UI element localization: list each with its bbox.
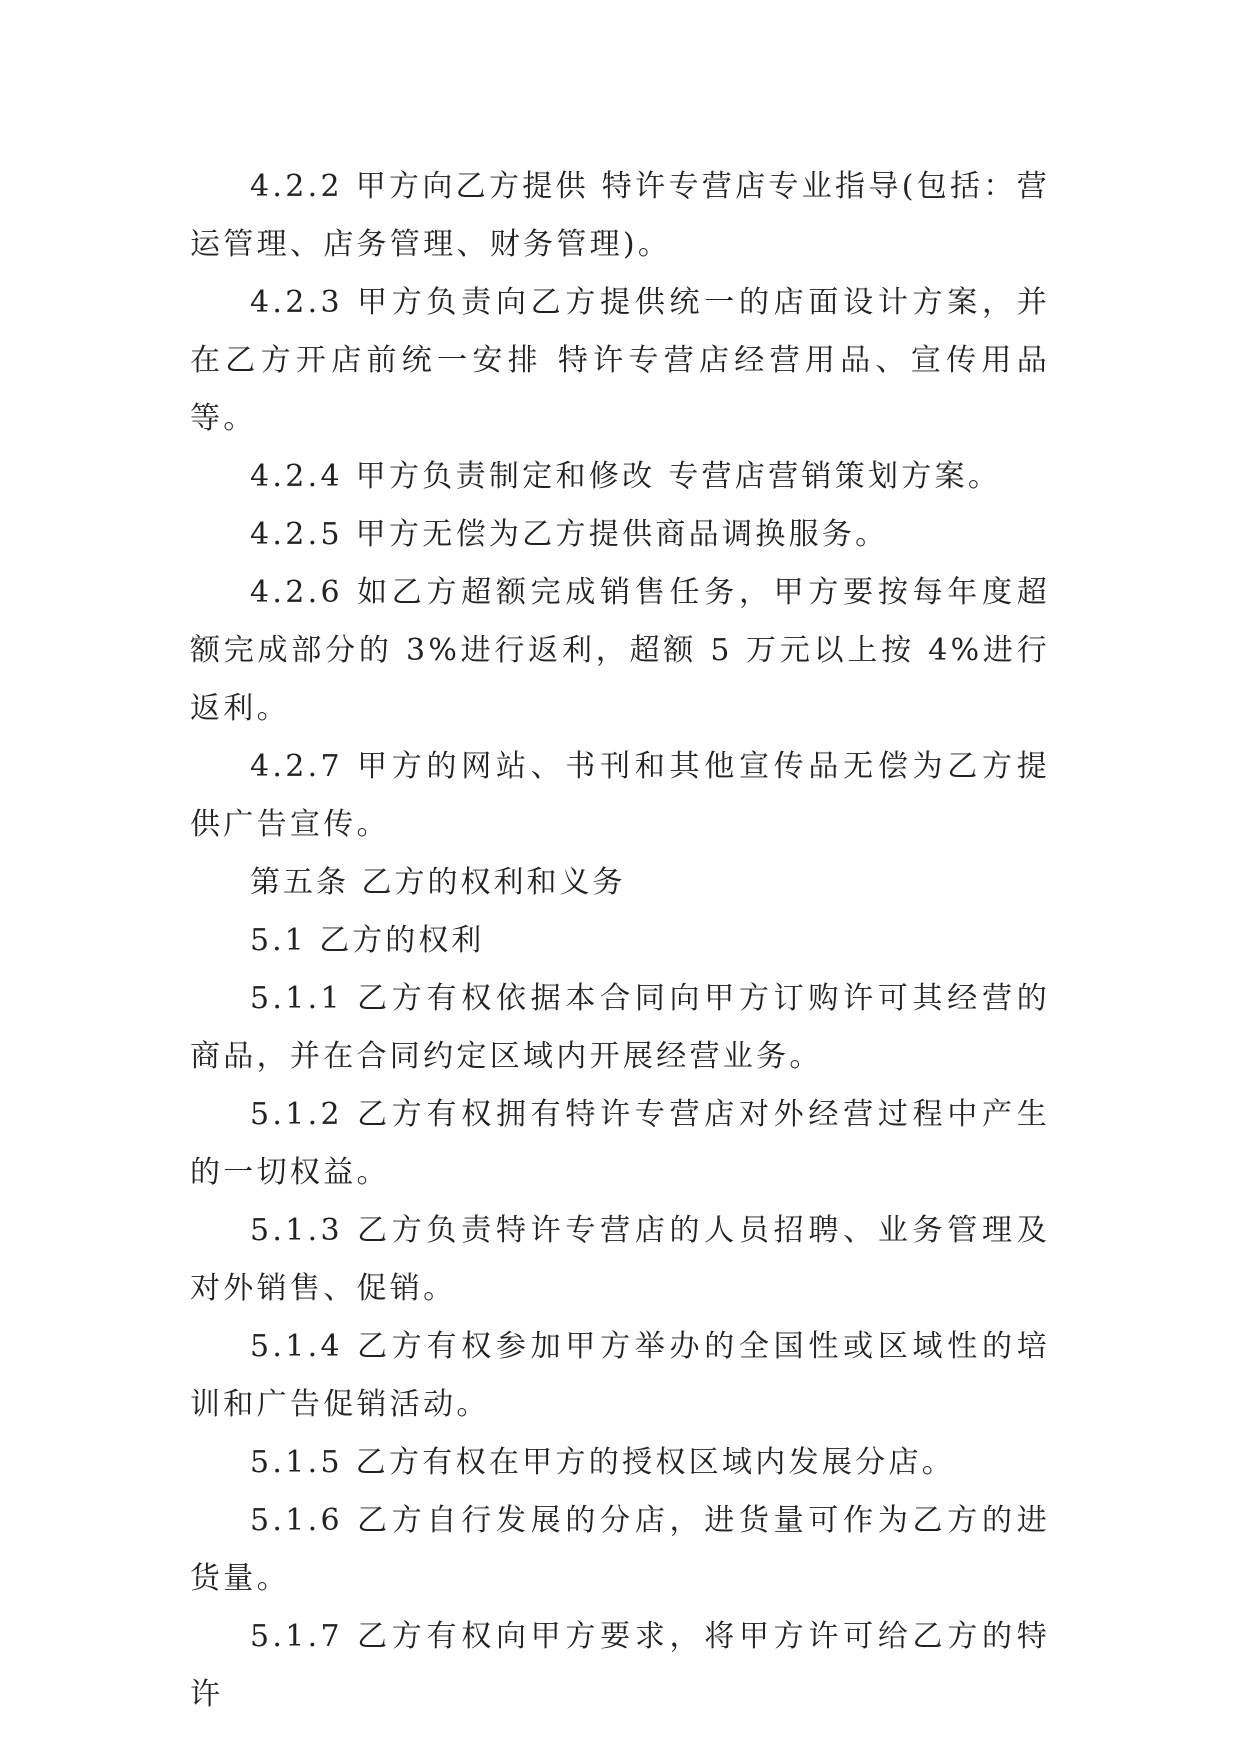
paragraph-5-1-2: 5.1.2 乙方有权拥有特许专营店对外经营过程中产生的一切权益。 — [190, 1097, 1050, 1190]
paragraph-5-1-3: 5.1.3 乙方负责特许专营店的人员招聘、业务管理及对外销售、促销。 — [190, 1213, 1050, 1306]
document-body — [190, 158, 1050, 1724]
paragraph-4-2-2: 4.2.2 甲方向乙方提供 特许专营店专业指导(包括：营运管理、店务管理、财务管理)。 — [190, 169, 1050, 262]
paragraph-5-1-5: 5.1.5 乙方有权在甲方的授权区域内发展分店。 — [250, 1445, 956, 1480]
paragraph-4-2-5: 4.2.5 甲方无偿为乙方提供商品调换服务。 — [250, 517, 889, 552]
paragraph-5-1-1: 5.1.1 乙方有权依据本合同向甲方订购许可其经营的商品，并在合同约定区域内开展经营业务。 — [190, 981, 1050, 1074]
paragraph-4-2-7: 4.2.7 甲方的网站、书刊和其他宣传品无偿为乙方提供广告宣传。 — [190, 749, 1050, 842]
paragraph-5-1-7: 5.1.7 乙方有权向甲方要求，将甲方许可给乙方的特许 — [190, 1619, 1050, 1712]
paragraph-5-1-6: 5.1.6 乙方自行发展的分店，进货量可作为乙方的进货量。 — [190, 1503, 1050, 1596]
paragraph-4-2-6: 4.2.6 如乙方超额完成销售任务，甲方要按每年度超额完成部分的 3%进行返利，超额 5 万元以上按 4%进行返利。 — [190, 575, 1050, 726]
paragraph-4-2-3: 4.2.3 甲方负责向乙方提供统一的店面设计方案，并在乙方开店前统一安排 特许专营店经营用品、宣传用品等。 — [190, 285, 1050, 436]
section-5-1-heading: 5.1 乙方的权利 — [250, 923, 485, 958]
article-5-heading: 第五条 乙方的权利和义务 — [250, 865, 626, 900]
paragraph-4-2-4: 4.2.4 甲方负责制定和修改 专营店营销策划方案。 — [250, 459, 1002, 494]
paragraph-5-1-4: 5.1.4 乙方有权参加甲方举办的全国性或区域性的培训和广告促销活动。 — [190, 1329, 1050, 1422]
